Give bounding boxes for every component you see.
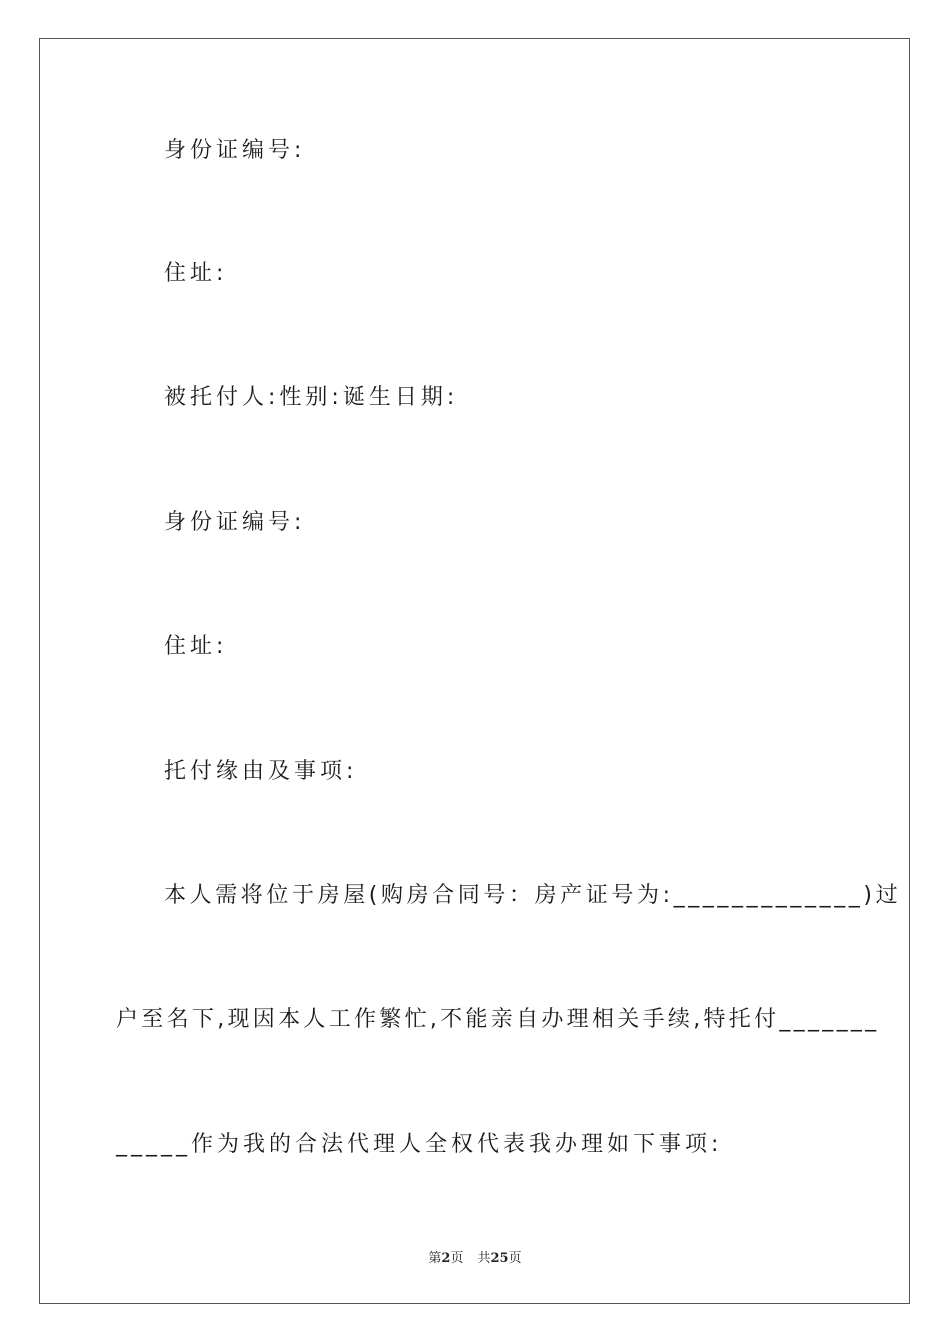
body-paragraph-line-1: 本人需将位于房屋(购房合同号：房产证号为:_____________)过: [164, 883, 902, 908]
footer-current-page: 2: [441, 1251, 451, 1266]
footer-page-word: 页: [450, 1251, 464, 1266]
body-paragraph-line-3: _____作为我的合法代理人全权代表我办理如下事项:: [116, 1132, 723, 1157]
footer-prefix: 第: [428, 1251, 442, 1266]
page-footer: [0, 1247, 950, 1266]
body-paragraph-line-2: 户至名下,现因本人工作繁忙,不能亲自办理相关手续,特托付_______: [116, 1007, 880, 1032]
footer-total-prefix: 共: [477, 1251, 491, 1266]
id-number-label-2: 身份证编号:: [164, 510, 306, 535]
page-frame: [39, 38, 910, 1304]
footer-total-pages: 25: [490, 1251, 509, 1266]
id-number-label-1: 身份证编号:: [164, 138, 306, 163]
trustee-info-label: 被托付人:性别:诞生日期:: [164, 385, 459, 410]
address-label-2: 住址:: [164, 634, 228, 659]
address-label-1: 住址:: [164, 261, 228, 286]
footer-total-suffix: 页: [508, 1251, 522, 1266]
reason-label: 托付缘由及事项:: [164, 759, 358, 784]
